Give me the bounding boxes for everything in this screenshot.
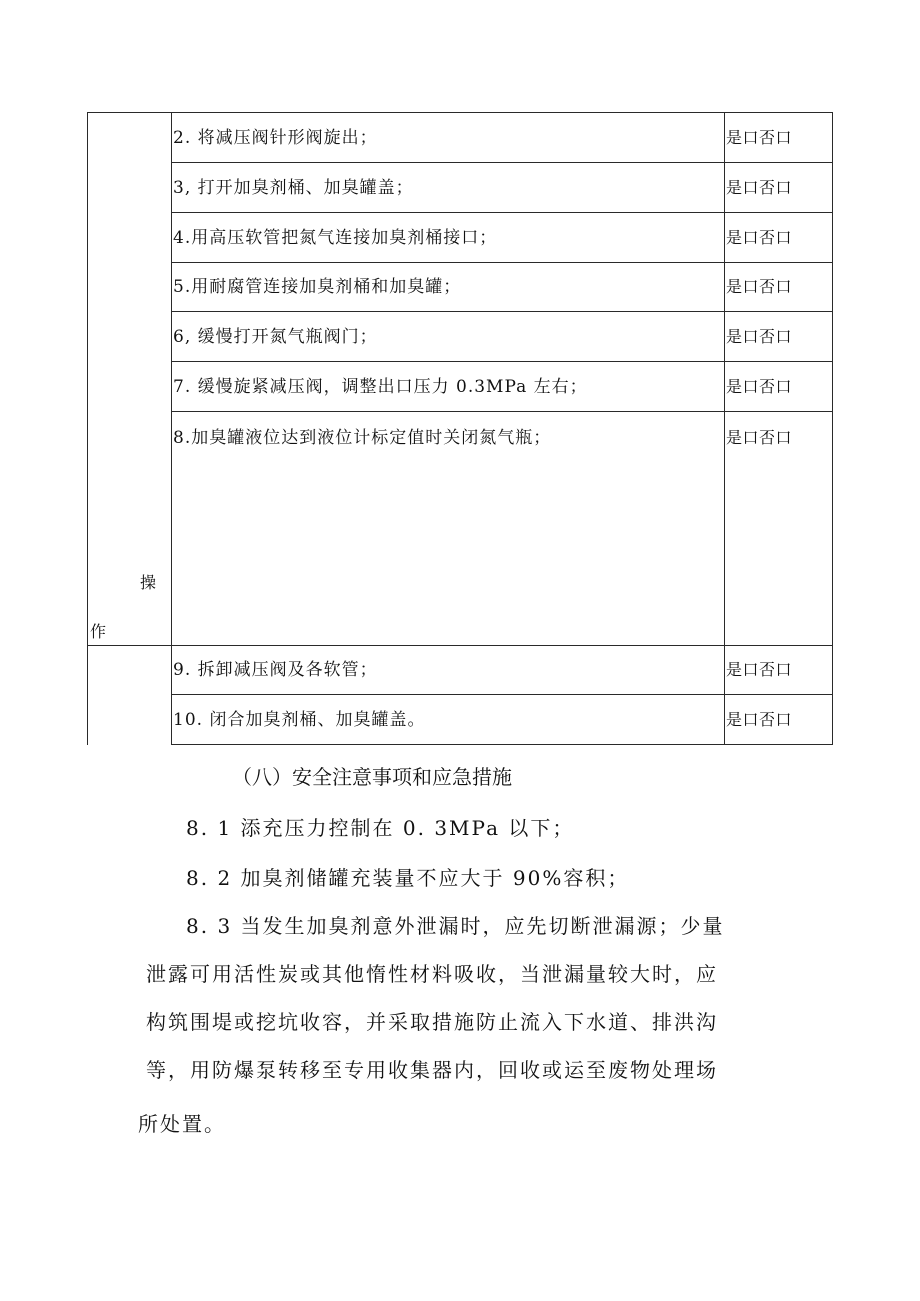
yes-no-checkbox[interactable]: 是口否口 — [726, 377, 793, 396]
row-line — [171, 694, 833, 695]
yes-no-checkbox[interactable]: 是口否口 — [726, 277, 793, 296]
page-break-line — [87, 645, 833, 646]
step-text: 5.用耐腐管连接加臭剂桶和加臭罐； — [173, 277, 462, 297]
step-text: 3, 打开加臭剂桶、加臭罐盖； — [173, 178, 414, 198]
paragraph-line: 所处置。 — [138, 1112, 226, 1136]
yes-no-checkbox[interactable]: 是口否口 — [726, 710, 793, 729]
yes-no-checkbox[interactable]: 是口否口 — [726, 178, 793, 197]
yes-no-checkbox[interactable]: 是口否口 — [726, 128, 793, 147]
step-text: 10. 闭合加臭剂桶、加臭罐盖。 — [173, 710, 426, 730]
table-left-border — [87, 112, 88, 745]
row-line — [171, 311, 833, 312]
step-text: 7. 缓慢旋紧减压阀，调整出口压力 0.3MPa 左右； — [173, 377, 588, 397]
side-label-top: 操 — [140, 573, 157, 592]
paragraph-line: 构筑围堤或挖坑收容，并采取措施防止流入下水道、排洪沟 — [146, 1010, 718, 1034]
row-line — [171, 411, 833, 412]
side-label-bottom: 作 — [90, 622, 107, 641]
step-text: 4.用高压软管把氮气连接加臭剂桶接口； — [173, 228, 498, 248]
section-heading: （八）安全注意事项和应急措施 — [232, 765, 512, 789]
yes-no-checkbox[interactable]: 是口否口 — [726, 228, 793, 247]
paragraph-line: 泄露可用活性炭或其他惰性材料吸收，当泄漏量较大时，应 — [146, 962, 718, 986]
row-line — [171, 162, 833, 163]
step-text: 9. 拆卸减压阀及各软管； — [173, 660, 378, 680]
yes-no-checkbox[interactable]: 是口否口 — [726, 428, 793, 447]
yes-no-checkbox[interactable]: 是口否口 — [726, 660, 793, 679]
table-bottom-border — [171, 744, 833, 745]
paragraph-line: 8. 3 当发生加臭剂意外泄漏时，应先切断泄漏源；少量 — [186, 914, 725, 938]
list-item: 8. 1 添充压力控制在 0. 3MPa 以下； — [186, 816, 575, 840]
row-line — [171, 262, 833, 263]
row-line — [171, 212, 833, 213]
table-divider-left — [171, 112, 172, 745]
table-divider-right — [724, 112, 725, 745]
list-item: 8. 2 加臭剂储罐充装量不应大于 90%容积； — [186, 866, 630, 890]
table-top-border — [87, 112, 833, 113]
step-text: 6, 缓慢打开氮气瓶阀门； — [173, 327, 378, 347]
paragraph-line: 等，用防爆泵转移至专用收集器内，回收或运至废物处理场 — [146, 1058, 718, 1082]
yes-no-checkbox[interactable]: 是口否口 — [726, 327, 793, 346]
row-line — [171, 361, 833, 362]
table-right-border — [832, 112, 833, 745]
step-text: 2. 将减压阀针形阀旋出； — [173, 128, 378, 148]
step-text: 8.加臭罐液位达到液位计标定值时关闭氮气瓶； — [173, 428, 552, 448]
